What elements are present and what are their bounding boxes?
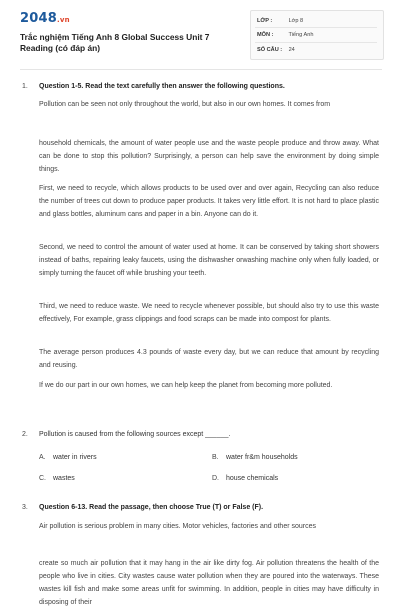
page-header [0, 0, 400, 64]
option-letter: C. [39, 475, 46, 482]
document-title: Trắc nghiệm Tiếng Anh 8 Global Success Unit 7 Reading (có đáp án) [20, 32, 210, 53]
logo-main: 2048 [20, 11, 57, 26]
passage-paragraph: create so much air pollution that it may hang in the air like dirty fog. Air pollution threatens the health of the people who live in cities. City wastes cause water pollution when they are poured into the waterways. These wastes kill fish and make some areas unfit for swimming. In addition, people in cities may have difficulty in disposing of their [39, 560, 379, 606]
passage-paragraph: household chemicals, the amount of water people use and the waste people produce and throw away. What can be done to stop this pollution? Surprisingly, a person can help save the environment by doing simple things. [39, 140, 379, 173]
info-value: Lớp 8 [288, 18, 304, 24]
info-label: MÔN : [257, 32, 274, 38]
header-divider [20, 69, 382, 70]
question-number: 3. [22, 504, 28, 511]
question-title: Question 1-5. Read the text carefully then answer the following questions. [39, 83, 285, 90]
site-logo[interactable] [20, 11, 70, 26]
question-title: Question 6-13. Read the passage, then choose True (T) or False (F). [39, 504, 264, 511]
question-number: 2. [22, 431, 28, 438]
option-text: water fr&m households [226, 454, 298, 461]
option-letter: D. [212, 475, 219, 482]
info-row-count [257, 47, 295, 53]
passage-paragraph: First, we need to recycle, which allows products to be used over and over again, Recycling can also reduce the number of trees cut down to produce paper products. It takes very little effort. It is not hard to place plastic and glass bottles, aluminum cans and paper in a bin. Anyone can do it. [39, 185, 379, 218]
info-label: LỚP : [257, 18, 273, 24]
info-box [250, 10, 384, 60]
info-row-class [257, 18, 303, 24]
option-letter: A. [39, 454, 46, 461]
option-text: wastes [53, 475, 75, 482]
answer-option-a[interactable] [39, 454, 97, 461]
info-row-subject [257, 32, 313, 38]
question-text: Pollution is caused from the following sources except ______. [39, 431, 231, 438]
answer-option-c[interactable] [39, 475, 75, 482]
logo-suffix: .vn [56, 16, 70, 24]
passage-paragraph: If we do our part in our own homes, we can help keep the planet from becoming more polluted. [39, 382, 333, 389]
passage-paragraph: Pollution can be seen not only throughout the world, but also in our own homes. It comes from [39, 101, 331, 108]
question-number: 1. [22, 83, 28, 90]
passage-paragraph: The average person produces 4.3 pounds of waste every day, but we can reduce that amount by recycling and reusing. [39, 349, 379, 369]
info-value: 24 [288, 47, 295, 53]
info-value: Tiếng Anh [288, 32, 314, 38]
option-letter: B. [212, 454, 219, 461]
passage-paragraph: Second, we need to control the amount of water used at home. It can be conserved by taking short showers instead of baths, repairing leaky faucets, using the dishwasher orwashing machine only when fully loaded, or simply turning the faucet off while brushing your teeth. [39, 244, 379, 277]
passage-paragraph: Third, we need to reduce waste. We need to recycle whenever possible, but should also try to use this waste effectively, For example, grass clippings and food scraps can be made into compost for plants. [39, 303, 379, 323]
option-text: water in rivers [53, 454, 97, 461]
answer-option-d[interactable] [212, 475, 278, 482]
option-text: house chemicals [226, 475, 279, 482]
divider [255, 42, 377, 43]
info-label: SỐ CÂU : [257, 47, 283, 53]
divider [255, 27, 377, 28]
passage-paragraph: Air pollution is serious problem in many cities. Motor vehicles, factories and other sources [39, 523, 317, 530]
answer-option-b[interactable] [212, 454, 298, 461]
